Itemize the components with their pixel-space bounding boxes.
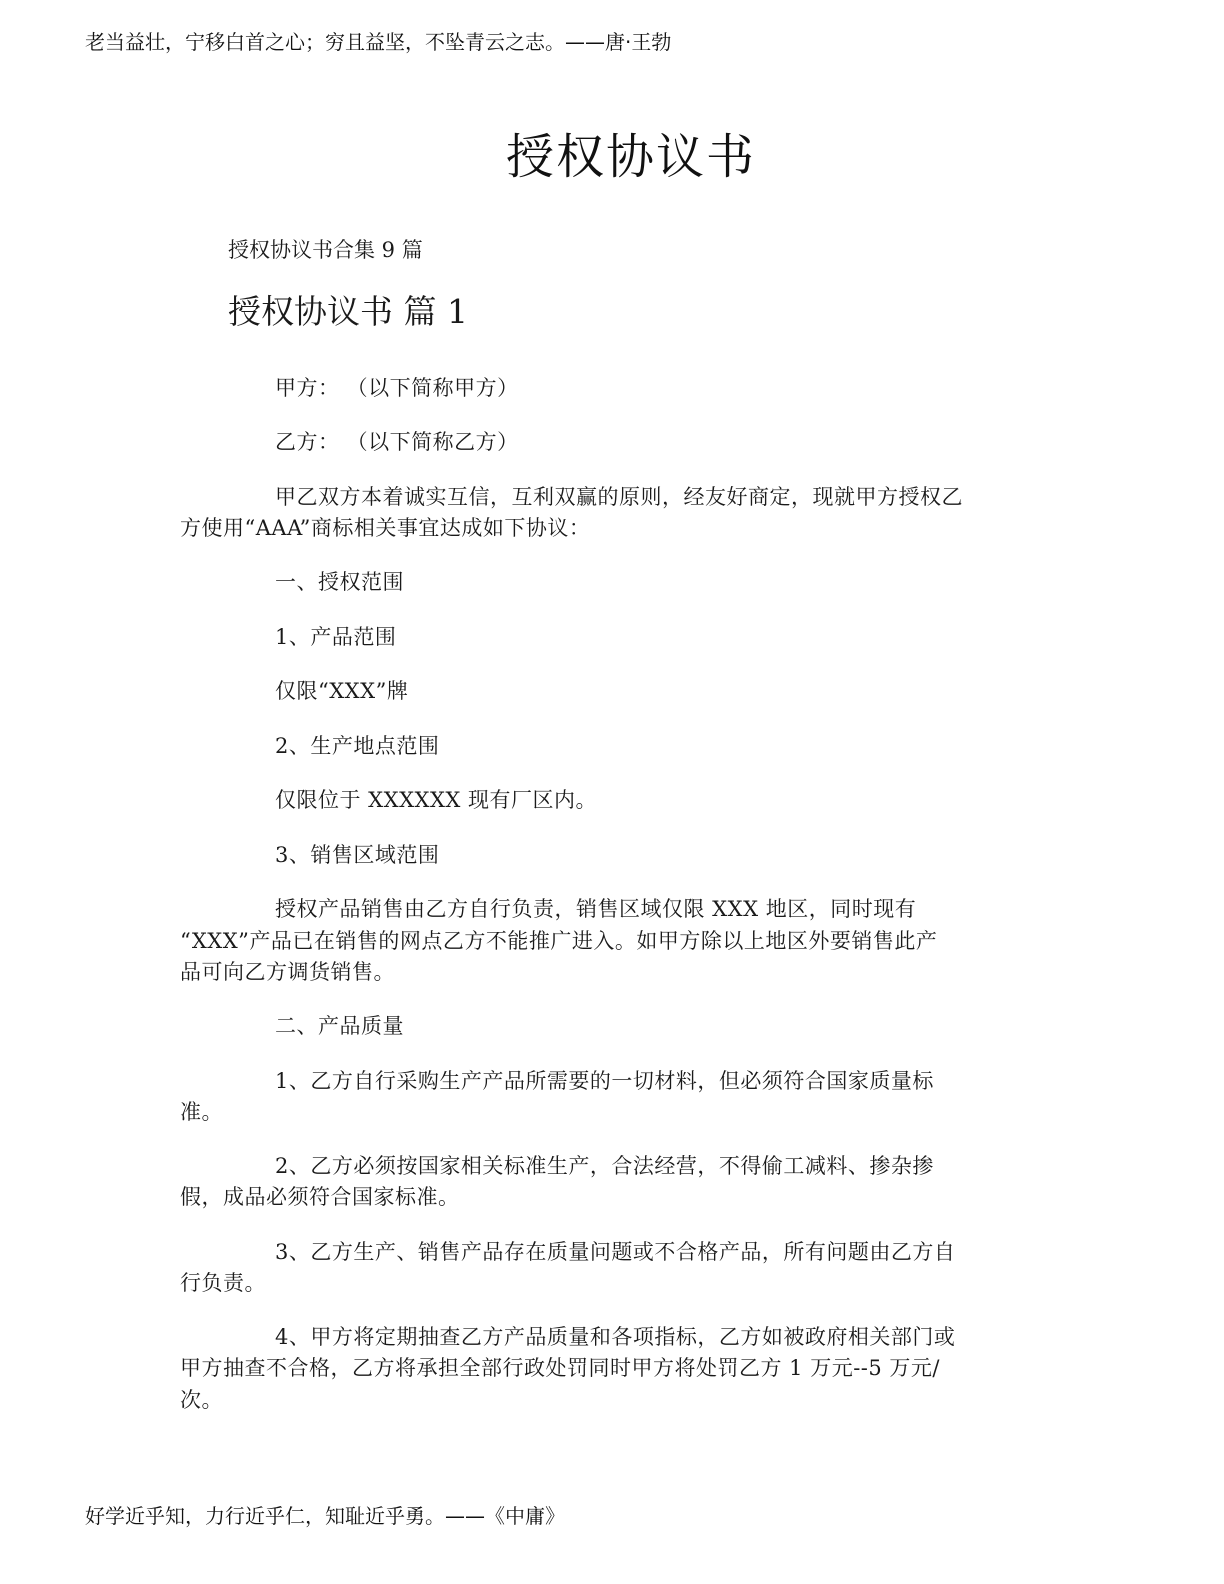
clause-1-3-text-line-1: 授权产品销售由乙方自行负责，销售区域仅限 XXX 地区，同时现有 (275, 897, 917, 921)
clause-2-4-line-3: 次。 (180, 1388, 223, 1412)
subtitle: 授权协议书合集 9 篇 (228, 238, 423, 262)
clause-2-2-line-2: 假，成品必须符合国家标准。 (180, 1185, 460, 1209)
party-b-line: 乙方： （以下简称乙方） (275, 430, 519, 454)
clause-1-2-text: 仅限位于 XXXXXX 现有厂区内。 (275, 788, 598, 812)
intro-paragraph-line-2: 方使用“AAA”商标相关事宜达成如下协议： (180, 516, 591, 540)
clause-2-4-line-2: 甲方抽查不合格，乙方将承担全部行政处罚同时甲方将处罚乙方 1 万元--5 万元/ (180, 1356, 941, 1380)
clause-1-3-text-line-2: “XXX”产品已在销售的网点乙方不能推广进入。如甲方除以上地区外要销售此产 (180, 929, 938, 953)
section-2-heading: 二、产品质量 (275, 1014, 404, 1038)
clause-2-3-line-1: 3、乙方生产、销售产品存在质量问题或不合格产品，所有问题由乙方自 (275, 1240, 956, 1264)
clause-1-1-heading: 1、产品范围 (275, 625, 397, 649)
clause-1-3-text-line-3: 品可向乙方调货销售。 (180, 960, 395, 984)
footer-quote: 好学近乎知，力行近乎仁，知耻近乎勇。——《中庸》 (85, 1504, 565, 1528)
clause-2-2-line-1: 2、乙方必须按国家相关标准生产，合法经营，不得偷工减料、掺杂掺 (275, 1154, 934, 1178)
clause-2-1-line-2: 准。 (180, 1100, 223, 1124)
clause-1-3-heading: 3、销售区域范围 (275, 843, 440, 867)
clause-2-3-line-2: 行负责。 (180, 1271, 266, 1295)
section-1-heading: 一、授权范围 (275, 570, 404, 594)
document-title: 授权协议书 (505, 129, 756, 185)
clause-1-2-heading: 2、生产地点范围 (275, 734, 440, 758)
party-a-line: 甲方： （以下简称甲方） (275, 376, 519, 400)
section-heading: 授权协议书 篇 1 (228, 292, 468, 331)
clause-2-4-line-1: 4、甲方将定期抽查乙方产品质量和各项指标，乙方如被政府相关部门或 (275, 1325, 956, 1349)
header-quote: 老当益壮，宁移白首之心；穷且益坚，不坠青云之志。——唐·王勃 (85, 30, 672, 54)
clause-1-1-text: 仅限“XXX”牌 (275, 679, 409, 703)
clause-2-1-line-1: 1、乙方自行采购生产产品所需要的一切材料，但必须符合国家质量标 (275, 1069, 934, 1093)
intro-paragraph-line-1: 甲乙双方本着诚实互信，互利双赢的原则，经友好商定，现就甲方授权乙 (275, 485, 963, 509)
